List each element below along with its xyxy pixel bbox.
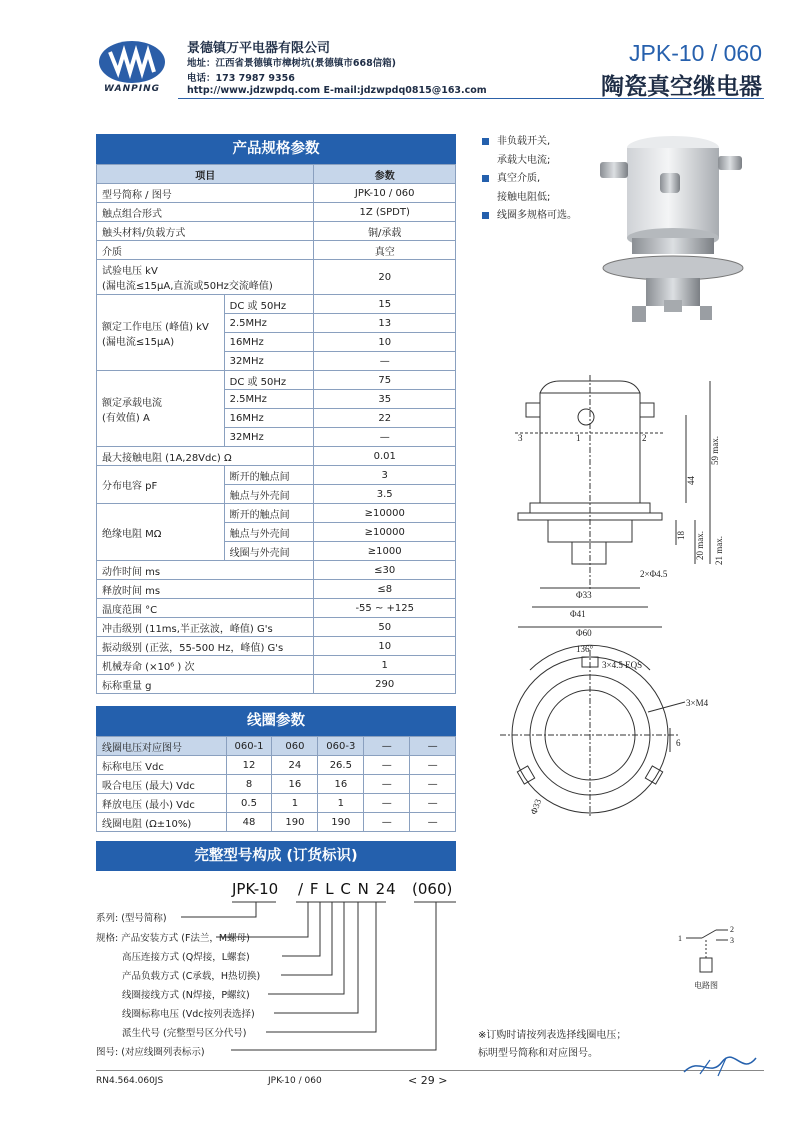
coil-cell: 24 — [272, 756, 318, 775]
ordering-label: 系列: (型号简称) — [96, 913, 167, 924]
row-value: ≥10000 — [314, 523, 456, 542]
bullet-icon — [482, 212, 489, 219]
row-item: 触点组合形式 — [97, 203, 314, 222]
list-item — [482, 189, 577, 208]
dimension-label: 6 — [676, 738, 681, 748]
row-value: JPK-10 / 060 — [314, 184, 456, 203]
coil-cell: 16 — [272, 775, 318, 794]
bullet-icon — [482, 175, 489, 182]
row-value: 22 — [314, 409, 456, 428]
terminal-label: 1 — [576, 433, 581, 443]
spec-section — [96, 134, 456, 694]
logo-text: WANPING — [104, 84, 160, 94]
row-value: ≥10000 — [314, 504, 456, 523]
row-value: -55 ~ +125 — [314, 599, 456, 618]
feature-text: 线圈多规格可选。 — [497, 210, 577, 221]
row-value: 75 — [314, 371, 456, 390]
coil-cell: — — [364, 794, 410, 813]
row-value: 35 — [314, 390, 456, 409]
coil-cell: 190 — [318, 813, 364, 832]
footer-model: JPK-10 / 060 — [268, 1076, 322, 1086]
table-row — [97, 241, 456, 260]
spec-col-param: 参数 — [314, 165, 456, 184]
row-item: 分布电容 pF — [97, 466, 225, 504]
row-value: 3 — [314, 466, 456, 485]
coil-cell: 标称电压 Vdc — [97, 756, 227, 775]
footer-rule — [96, 1070, 764, 1071]
coil-cell: 1 — [318, 794, 364, 813]
row-cond: 32MHz — [224, 428, 314, 447]
product-model: JPK-10 / 060 — [629, 40, 762, 66]
dimension-label: 21 max. — [714, 536, 724, 565]
spec-header-row — [97, 165, 456, 184]
coil-col-header: — — [364, 737, 410, 756]
dimension-label: Φ33 — [528, 797, 544, 816]
table-row — [97, 447, 456, 466]
spec-col-item: 项目 — [97, 165, 314, 184]
bullet-spacer — [482, 157, 489, 164]
ordering-code-base: JPK-10 — [232, 880, 279, 898]
coil-cell: 线圈电阻 (Ω±10%) — [97, 813, 227, 832]
row-value: 13 — [314, 314, 456, 333]
row-cond: 32MHz — [224, 352, 314, 371]
ordering-label: 线圈标称电压 (Vdc按列表选择) — [122, 1009, 255, 1020]
coil-cell: 16 — [318, 775, 364, 794]
row-item: 振动级别 (正弦，55-500 Hz，峰值) G's — [97, 637, 314, 656]
table-row — [97, 184, 456, 203]
footer-signature-logo — [680, 1052, 760, 1082]
table-row — [97, 580, 456, 599]
dimension-label: 44 — [686, 476, 696, 485]
spec-table — [96, 164, 456, 694]
coil-cell: 48 — [226, 813, 272, 832]
row-value: ≤8 — [314, 580, 456, 599]
side-view-drawing — [490, 375, 740, 640]
row-value: 3.5 — [314, 485, 456, 504]
coil-cell: — — [364, 756, 410, 775]
row-item — [97, 371, 225, 447]
row-cond: 触点与外壳间 — [224, 523, 314, 542]
row-value: 10 — [314, 637, 456, 656]
row-value: 1Z (SPDT) — [314, 203, 456, 222]
terminal-label: 3 — [518, 433, 523, 443]
feature-text: 真空介质, — [497, 173, 541, 184]
ordering-label: 图号: (对应线圈列表标示) — [96, 1047, 205, 1058]
row-item: 绝缘电阻 MΩ — [97, 504, 225, 561]
list-item — [482, 170, 577, 189]
row-item-line: 额定承载电流 — [102, 397, 162, 409]
coil-cell: 0.5 — [226, 794, 272, 813]
row-item: 机械寿命 (×10⁶ ) 次 — [97, 656, 314, 675]
coil-col-header: 060 — [272, 737, 318, 756]
terminal-label: 3 — [730, 936, 734, 945]
list-item — [482, 133, 577, 152]
coil-heading: 线圈参数 — [96, 706, 456, 736]
terminal-label: 1 — [678, 934, 682, 943]
ordering-heading: 完整型号构成 (订货标识) — [96, 841, 456, 871]
row-item: 触头材料/负载方式 — [97, 222, 314, 241]
dimension-label: 59 max. — [710, 436, 720, 465]
row-item: 温度范围 °C — [97, 599, 314, 618]
dimension-label: 3×M4 — [686, 698, 709, 708]
feature-text: 承载大电流; — [497, 154, 551, 166]
row-item-line: 试验电压 kV — [102, 266, 158, 277]
row-cond: 断开的触点间 — [224, 466, 314, 485]
coil-cell: — — [410, 813, 456, 832]
coil-cell: — — [410, 794, 456, 813]
row-cond: DC 或 50Hz — [224, 371, 314, 390]
table-row — [97, 371, 456, 390]
ordering-note-2: 标明型号简称和对应图号。 — [478, 1048, 598, 1059]
terminal-label: 2 — [642, 433, 647, 443]
row-value: 铜/承载 — [314, 222, 456, 241]
row-item: 介质 — [97, 241, 314, 260]
coil-section — [96, 706, 456, 832]
table-row — [97, 260, 456, 295]
table-row — [97, 756, 456, 775]
coil-cell: — — [410, 775, 456, 794]
bullet-icon — [482, 138, 489, 145]
terminal-label: 2 — [730, 925, 734, 934]
feature-list — [482, 133, 577, 226]
row-item-line: (漏电流≤15μA) — [102, 336, 175, 348]
row-cond: 触点与外壳间 — [224, 485, 314, 504]
row-cond: 2.5MHz — [224, 314, 314, 333]
coil-col-header: 线圈电压对应图号 — [97, 737, 227, 756]
table-row — [97, 813, 456, 832]
circuit-diagram — [676, 918, 746, 998]
row-value: — — [314, 352, 456, 371]
coil-col-header: 060-3 — [318, 737, 364, 756]
table-row — [97, 794, 456, 813]
ordering-label: 派生代号 (完整型号区分代号) — [122, 1028, 247, 1039]
row-item-line: (漏电流≤15μA,直流或50Hz交流峰值) — [102, 281, 273, 292]
table-row — [97, 504, 456, 523]
row-value: 1 — [314, 656, 456, 675]
row-value: — — [314, 428, 456, 447]
row-item-line: 额定工作电压 (峰值) kV — [102, 321, 209, 333]
company-name: 景德镇万平电器有限公司 — [187, 41, 331, 56]
top-view-drawing — [490, 640, 740, 820]
coil-col-header: 060-1 — [226, 737, 272, 756]
dimension-label: Φ41 — [570, 609, 586, 619]
coil-cell: — — [410, 756, 456, 775]
feature-text: 接触电阻低; — [497, 191, 551, 203]
row-cond: 16MHz — [224, 333, 314, 352]
row-item-line: (有效值) A — [102, 412, 150, 424]
dimension-label: 20 max. — [695, 531, 705, 560]
table-row — [97, 775, 456, 794]
footer-doc-number: RN4.564.060JS — [96, 1076, 164, 1086]
table-row — [97, 637, 456, 656]
dimension-label: 18 — [676, 531, 686, 540]
row-value: 0.01 — [314, 447, 456, 466]
row-value: 50 — [314, 618, 456, 637]
row-value: ≤30 — [314, 561, 456, 580]
row-item: 冲击级别 (11ms,半正弦波，峰值) G's — [97, 618, 314, 637]
ordering-label: 产品负载方式 (C承载，H热切换) — [122, 971, 261, 982]
header-rule — [178, 98, 764, 99]
ordering-code-options: / F L C N 24 — [298, 880, 397, 898]
coil-cell: — — [364, 775, 410, 794]
page-number: < 29 > — [408, 1074, 448, 1087]
coil-cell: 8 — [226, 775, 272, 794]
table-row — [97, 466, 456, 485]
dimension-label: 3×4.5 EQS — [602, 660, 643, 670]
row-item: 型号简称 / 图号 — [97, 184, 314, 203]
ordering-label: 规格: 产品安装方式 (F法兰，M螺母) — [96, 933, 250, 944]
dimension-label: 2×Φ4.5 — [640, 569, 668, 579]
table-row — [97, 561, 456, 580]
row-item — [97, 260, 314, 295]
coil-cell: 1 — [272, 794, 318, 813]
row-cond: DC 或 50Hz — [224, 295, 314, 314]
coil-table — [96, 736, 456, 832]
dimension-label: Φ60 — [576, 628, 592, 638]
table-row — [97, 675, 456, 694]
row-cond: 断开的触点间 — [224, 504, 314, 523]
coil-cell: 190 — [272, 813, 318, 832]
list-item — [482, 152, 577, 171]
dimension-label: 136° — [576, 644, 594, 654]
coil-cell: 吸合电压 (最大) Vdc — [97, 775, 227, 794]
ordering-note-1: ※订购时请按列表选择线圈电压； — [478, 1030, 627, 1041]
row-cond: 16MHz — [224, 409, 314, 428]
row-item: 释放时间 ms — [97, 580, 314, 599]
coil-cell: — — [364, 813, 410, 832]
coil-cell: 26.5 — [318, 756, 364, 775]
ordering-code-figure: (060) — [412, 880, 453, 898]
row-item: 动作时间 ms — [97, 561, 314, 580]
row-value: 15 — [314, 295, 456, 314]
company-address: 地址：江西省景德镇市樟树坑(景德镇市668信箱) — [187, 58, 397, 69]
row-value: 真空 — [314, 241, 456, 260]
row-value: 290 — [314, 675, 456, 694]
table-row — [97, 222, 456, 241]
ordering-label: 线圈接线方式 (N焊接，P螺纹) — [122, 990, 250, 1001]
coil-col-header: — — [410, 737, 456, 756]
relay-product-image — [588, 128, 758, 338]
spec-heading: 产品规格参数 — [96, 134, 456, 164]
table-row — [97, 599, 456, 618]
list-item — [482, 207, 577, 226]
row-cond: 2.5MHz — [224, 390, 314, 409]
row-cond: 线圈与外壳间 — [224, 542, 314, 561]
company-web-email: http://www.jdzwpdq.com E-mail:jdzwpdq0815@163.com — [187, 85, 487, 96]
table-row — [97, 618, 456, 637]
coil-cell: 12 — [226, 756, 272, 775]
coil-header-row — [97, 737, 456, 756]
coil-cell: 释放电压 (最小) Vdc — [97, 794, 227, 813]
feature-text: 非负载开关, — [497, 136, 551, 147]
table-row — [97, 295, 456, 314]
company-phone: 电话：173 7987 9356 — [187, 73, 295, 84]
circuit-caption: 电路图 — [694, 981, 718, 990]
row-item — [97, 295, 225, 371]
dimension-label: Φ33 — [576, 590, 592, 600]
table-row — [97, 656, 456, 675]
table-row — [97, 203, 456, 222]
product-name: 陶瓷真空继电器 — [601, 74, 762, 100]
row-item: 标称重量 g — [97, 675, 314, 694]
row-value: ≥1000 — [314, 542, 456, 561]
ordering-label: 高压连接方式 (Q焊接，L螺套) — [122, 952, 250, 963]
row-item: 最大接触电阻 (1A,28Vdc) Ω — [97, 447, 314, 466]
row-value: 20 — [314, 260, 456, 295]
row-value: 10 — [314, 333, 456, 352]
bullet-spacer — [482, 194, 489, 201]
